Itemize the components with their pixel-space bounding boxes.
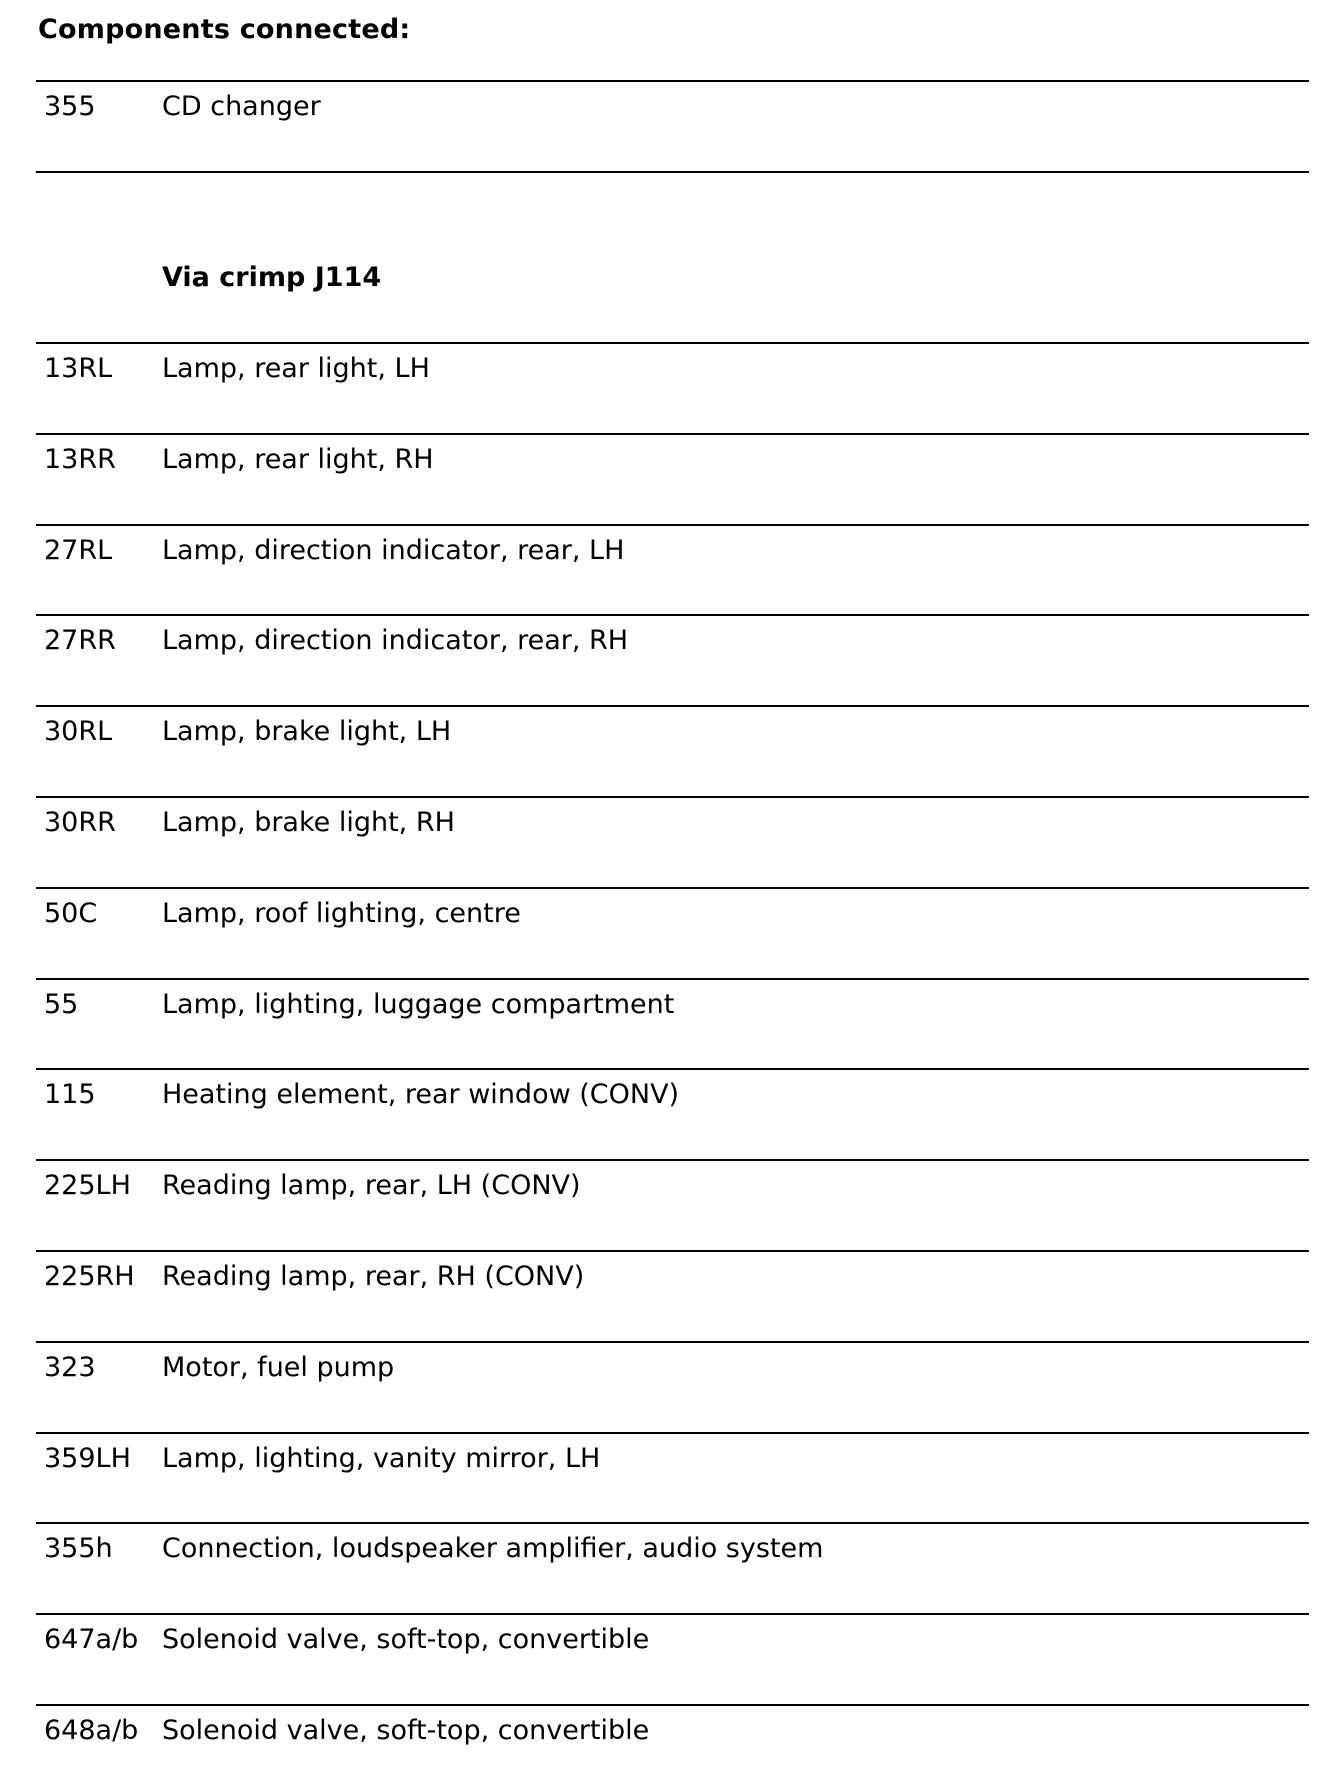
component-code: 355h — [44, 1533, 113, 1564]
table-rule — [36, 614, 1309, 616]
table-rule — [36, 1068, 1309, 1070]
component-description: Lamp, brake light, RH — [162, 807, 455, 838]
component-code: 647a/b — [44, 1624, 139, 1655]
component-code: 30RR — [44, 807, 116, 838]
component-description: CD changer — [162, 91, 321, 122]
subsection-heading: Via crimp J114 — [162, 262, 382, 293]
table-rule — [36, 171, 1309, 173]
component-description: Lamp, lighting, luggage compartment — [162, 989, 675, 1020]
component-description: Reading lamp, rear, LH (CONV) — [162, 1170, 581, 1201]
component-code: 55 — [44, 989, 79, 1020]
table-rule — [36, 1522, 1309, 1524]
table-rule — [36, 978, 1309, 980]
table-rule — [36, 1250, 1309, 1252]
component-code: 50C — [44, 898, 98, 929]
component-code: 225RH — [44, 1261, 135, 1292]
component-description: Reading lamp, rear, RH (CONV) — [162, 1261, 585, 1292]
component-code: 13RR — [44, 444, 116, 475]
table-rule — [36, 1341, 1309, 1343]
component-code: 27RR — [44, 625, 116, 656]
component-description: Solenoid valve, soft-top, convertible — [162, 1624, 650, 1655]
component-description: Lamp, rear light, LH — [162, 353, 430, 384]
component-code: 648a/b — [44, 1715, 139, 1746]
table-rule — [36, 80, 1309, 82]
table-rule — [36, 342, 1309, 344]
component-description: Lamp, lighting, vanity mirror, LH — [162, 1443, 601, 1474]
table-rule — [36, 796, 1309, 798]
table-rule — [36, 1704, 1309, 1706]
table-rule — [36, 705, 1309, 707]
table-rule — [36, 1159, 1309, 1161]
component-description: Lamp, brake light, LH — [162, 716, 452, 747]
component-code: 225LH — [44, 1170, 131, 1201]
component-code: 30RL — [44, 716, 113, 747]
component-description: Heating element, rear window (CONV) — [162, 1079, 680, 1110]
component-description: Solenoid valve, soft-top, convertible — [162, 1715, 650, 1746]
component-description: Connection, loudspeaker amplifier, audio system — [162, 1533, 824, 1564]
component-code: 13RL — [44, 353, 113, 384]
table-rule — [36, 1613, 1309, 1615]
component-description: Lamp, direction indicator, rear, LH — [162, 535, 625, 566]
table-rule — [36, 433, 1309, 435]
table-rule — [36, 1432, 1309, 1434]
component-code: 323 — [44, 1352, 96, 1383]
table-rule — [36, 524, 1309, 526]
component-description: Lamp, rear light, RH — [162, 444, 434, 475]
component-description: Motor, fuel pump — [162, 1352, 395, 1383]
section-heading: Components connected: — [38, 14, 411, 45]
component-description: Lamp, direction indicator, rear, RH — [162, 625, 629, 656]
component-description: Lamp, roof lighting, centre — [162, 898, 521, 929]
component-code: 115 — [44, 1079, 96, 1110]
component-code: 359LH — [44, 1443, 131, 1474]
component-code: 27RL — [44, 535, 113, 566]
table-rule — [36, 887, 1309, 889]
component-code: 355 — [44, 91, 96, 122]
